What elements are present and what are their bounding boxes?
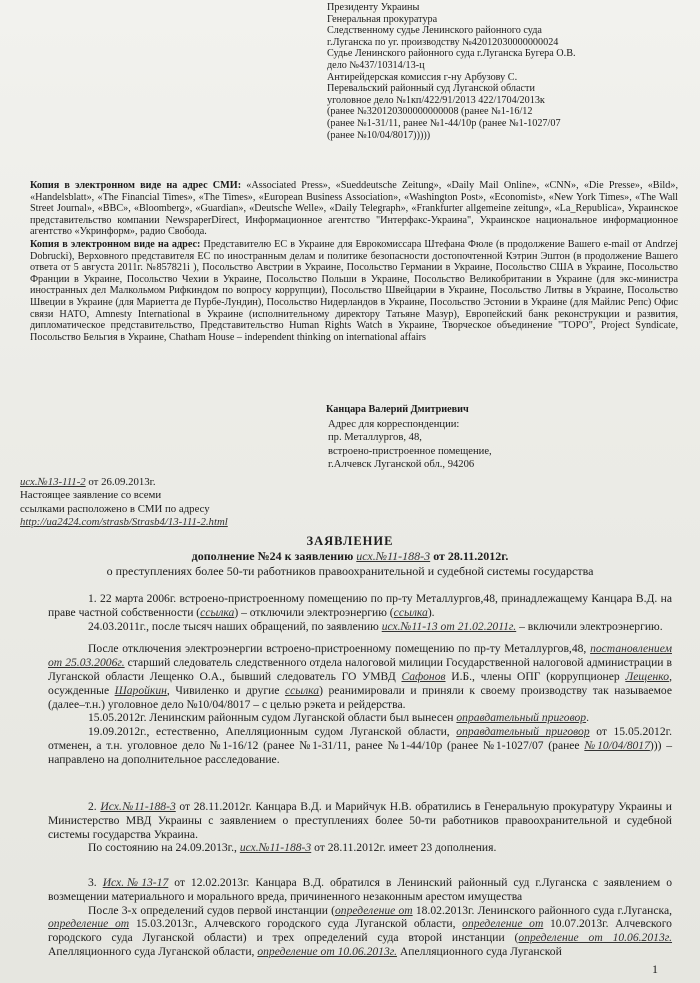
reference-link[interactable]: оправдательный приговор (456, 725, 590, 739)
text: ))) – направлено на дополнительное расследование. (48, 738, 672, 766)
addressee-line: дело №437/10314/13-ц (327, 59, 425, 71)
section-2 (48, 800, 672, 855)
text: После 3-х определений судов первой инстанции ( (88, 903, 335, 917)
sender-address-line: Адрес для корреспонденции: (328, 418, 460, 430)
text: 10.07.2013г. Алчевского городского суда Луганской области) и трех определений суда второй инстанции ( (48, 917, 672, 945)
address-copy-label: Копия в электронном виде на адрес: (30, 238, 201, 250)
text: Апелляционного суда Луганской области, (48, 944, 258, 958)
text: от 28.11.2012г. Канцара В.Д. и Марийчук Н.В. обратились в Генеральную прокуратуру Украины и Министерство МВД Украины с заявлением о преступлениях более 50-ти работников правоохранительной и судебной системы государства Украина. (48, 800, 673, 841)
text: от 12.02.2013г. Канцара В.Д. обратился в Ленинский районный суд г.Луганска с заявлением о возмещении материального и морального вреда, причиненного незаконным арестом имущества (48, 876, 673, 903)
reference-link[interactable]: Исх.№11-188-3 (100, 800, 176, 813)
text: от 15.05.2012г. отменен, а т.н. уголовное дело №1-16/12 (ранее №1-31/11, ранее №1-44/10р (ранее №1-1027/07 (ранее (48, 725, 672, 752)
outgoing-ref-date: от 26.09.2013г. (85, 476, 156, 488)
text: 15.03.2013г., Алчевского городского суда Луганской области, (129, 917, 463, 931)
text: , осужденные (48, 669, 672, 697)
paragraph (48, 876, 672, 904)
addressee-line: Антирейдерская комиссия г-ну Арбузову С. (327, 71, 518, 83)
text: 19.09.2012г., естественно, Апелляционным судом Луганской области, (88, 725, 457, 739)
sender-name: Канцара Валерий Дмитриевич (326, 404, 469, 415)
text: 1. 22 марта 2006г. встроено-пристроенному помещению по пр-ту Металлургов,48, принадлежащему Канцара В.Д. на праве частной собственности ( (48, 592, 672, 619)
reference-link[interactable]: оправдательный приговор (456, 711, 587, 725)
text: от 28.11.2012г. имеет 23 дополнения. (311, 841, 497, 855)
paragraph (48, 725, 672, 766)
text: ). (427, 605, 435, 619)
reference-link[interactable]: определение от (334, 903, 413, 917)
text: ) реанимировали и приняли к своему производству так называемое (далее–т.н.) уголовное дело №10/04/8017 – с целью рэкета и рейдерства. (48, 683, 672, 711)
reference-link[interactable]: ссылка (284, 683, 320, 697)
addressee-line: Следственному судье Ленинского районного суда (327, 25, 542, 37)
sender-block (326, 404, 492, 472)
person-link[interactable]: Лещенко (625, 669, 670, 683)
sender-address-line: встроено-пристроенное помещение, (328, 445, 492, 457)
subtitle-date: от 28.11.2012г. (430, 549, 509, 563)
addressee-block (327, 2, 576, 141)
text: старший следователь следственного отдела налоговой милиции Государственной налоговой администрации в Луганской области Лещенко О.А., бывший следователь ГО УМВД (48, 656, 672, 683)
addressee-line: (ранее №320120300000000008 (ранее №1-16/12 (327, 106, 533, 118)
reference-link[interactable]: ссылка (393, 605, 428, 619)
addressee-line: (ранее №1-31/11, ранее №1-44/10р (ранее №1-1027/07 (327, 117, 561, 129)
section-3 (48, 876, 672, 959)
text: ) – отключили электроэнергию ( (234, 605, 394, 619)
subtitle-text: дополнение №24 к заявлению (191, 549, 357, 563)
addressee-line: Судье Ленинского районного суда г.Луганска Бугера О.В. (327, 48, 576, 60)
text: – включили электроэнергию. (516, 619, 663, 633)
outgoing-ref-link[interactable]: исх.№13-111-2 (20, 476, 86, 488)
subtitle-ref-link[interactable]: исх.№11-188-3 (356, 549, 431, 563)
text: 3. (88, 876, 103, 889)
text: , Чивиленко и другие (166, 683, 285, 697)
text: 15.05.2012г. Ленинским районным судом Луганской области был вынесен (88, 711, 457, 725)
notice-line: Настоящее заявление со всеми (20, 489, 162, 502)
addressee-line: г.Луганска по уг. производству №42012030000000024 (327, 36, 559, 48)
paragraph (48, 642, 672, 711)
paragraph (48, 904, 672, 959)
addressee-line: Генеральная прокуратура (327, 13, 438, 25)
section-1 (48, 592, 672, 767)
publication-url-link[interactable]: http://ua2424.com/strasb/Strasb4/13-111-2.html (20, 516, 228, 529)
reference-link[interactable]: исх.№11-188-3 (239, 841, 312, 855)
addressee-line: Перевальский районный суд Луганской области (327, 83, 535, 95)
copy-recipients (30, 180, 678, 344)
reference-link[interactable]: определение от 10.06.2013г. (518, 931, 673, 945)
media-copy-label: Копия в электронном виде на адрес СМИ: (30, 180, 242, 191)
text: По состоянию на 24.09.2013г., (88, 841, 240, 855)
sender-address-line: пр. Металлургов, 48, (328, 432, 422, 444)
text: 24.03.2011г., после тысяч наших обращений, по заявлению (88, 619, 382, 633)
reference-link[interactable]: исх.№11-13 от 21.02.2011г. (381, 619, 517, 633)
addressee-line: уголовное дело №1кп/422/91/2013 422/1704/2013к (327, 94, 545, 106)
address-copy-paragraph (30, 239, 678, 343)
page-number: 1 (652, 962, 658, 976)
text: И.Б., члены ОПГ (коррупционер (445, 669, 626, 683)
media-copy-text: «Associated Press», «Sueddeutsche Zeitung», «Daily Mail Online», «CNN», «Die Presse», «Bild», «Handelsblatt», «The Financial Times», «The Times», «European Business Association», «Washington Post», «Economist», «New York Times», «The Wall Street Journal», «BBC», «Bloomberg», «Guardian», «Deutsche Welle», «Daily Telegraph», «Frankfurter allgemeine zeitung», «La_Republica», Украинское представительство компании NewspaperDirect, Информационное агентство "Интерфакс-Украина", Украинское национальное информационное агентство «Укринформ», радио Свобода. (30, 180, 678, 238)
text: После отключения электроэнергии встроено-пристроенному помещению по пр-ту Металлургов,48, (88, 642, 591, 656)
notice-block (20, 476, 228, 530)
person-link[interactable]: Шаройкин (114, 683, 167, 697)
media-copy-paragraph (30, 180, 678, 238)
document-title: ЗАЯВЛЕНИЕ (306, 534, 394, 548)
address-copy-text: Представителю ЕС в Украине для Еврокомиссара Штефана Фюле (в продолжение Вашего e-mail от Andrzej Dobrucki), Верховного представителя ЕС по иностранным делам и политике безопасности достопочтенной Кэтрин Эштон (в продолжение Вашего ответа от 5 августа 2011г. №857821i ), Посольство Австрии в Украине, Посольство Германии в Украине, Посольство США в Украине, Посольство Франции в Украине, Посольство Чехии в Украине, Посольство Польши в Украине, Посольство Великобритании в Украине (для экс-министра иностранных дел Малкольмом Рифкиндом по вопросу коррупции), Посольство Швейцарии в Украине, Посольство Литвы в Украине, Посольство Швеции в Украине (для Мариетта де Пурбе-Лундин), Посольство Нидерландов в Украине, Посольство Эстонии в Украине (для Майлис Репс) Офис связи НАТО, Amnesty International в Украине (исполнительному директору Татьяне Мазур), Европейский банк реконструкции и развития, дипломатическое представительство, Представительство Human Rights Watch в Украине, Творческое объединение "ТОРО", Project Syndicate, Посольство Бельгия в Украине, Chatham House – independent thinking on international affairs (30, 238, 678, 343)
text: 2. (88, 800, 101, 813)
paragraph (48, 620, 672, 634)
paragraph (48, 711, 672, 725)
notice-line: ссылками расположено в СМИ по адресу (20, 502, 210, 515)
reference-link[interactable]: определение от (48, 917, 130, 931)
addressee-line: Президенту Украины (327, 2, 420, 13)
paragraph (48, 592, 672, 620)
addressee-line: (ранее №10/04/8017))))) (327, 129, 431, 141)
text: 18.02.2013г. Ленинского районного суда г.Луганска, (412, 903, 673, 917)
text: Апелляционного суда Луганской (397, 944, 562, 958)
person-link[interactable]: Сафонов (401, 669, 446, 683)
reference-link[interactable]: Исх.№13-17 (102, 876, 169, 889)
document-subject: о преступлениях более 50-ти работников правоохранительной и судебной системы государства (106, 564, 594, 578)
reference-link[interactable]: №10/04/8017 (584, 738, 650, 752)
reference-link[interactable]: ссылка (200, 605, 235, 619)
paragraph (48, 800, 672, 841)
paragraph (48, 841, 672, 855)
document-subtitle (0, 549, 700, 564)
sender-address-line: г.Алчевск Луганской обл., 94206 (328, 459, 475, 471)
text: . (586, 711, 589, 725)
reference-link[interactable]: определение от (462, 917, 544, 931)
reference-link[interactable]: определение от 10.06.2013г. (257, 944, 398, 958)
outgoing-ref-line (20, 476, 228, 489)
reference-link[interactable]: постановлением от 25.03.2006г. (48, 642, 672, 670)
